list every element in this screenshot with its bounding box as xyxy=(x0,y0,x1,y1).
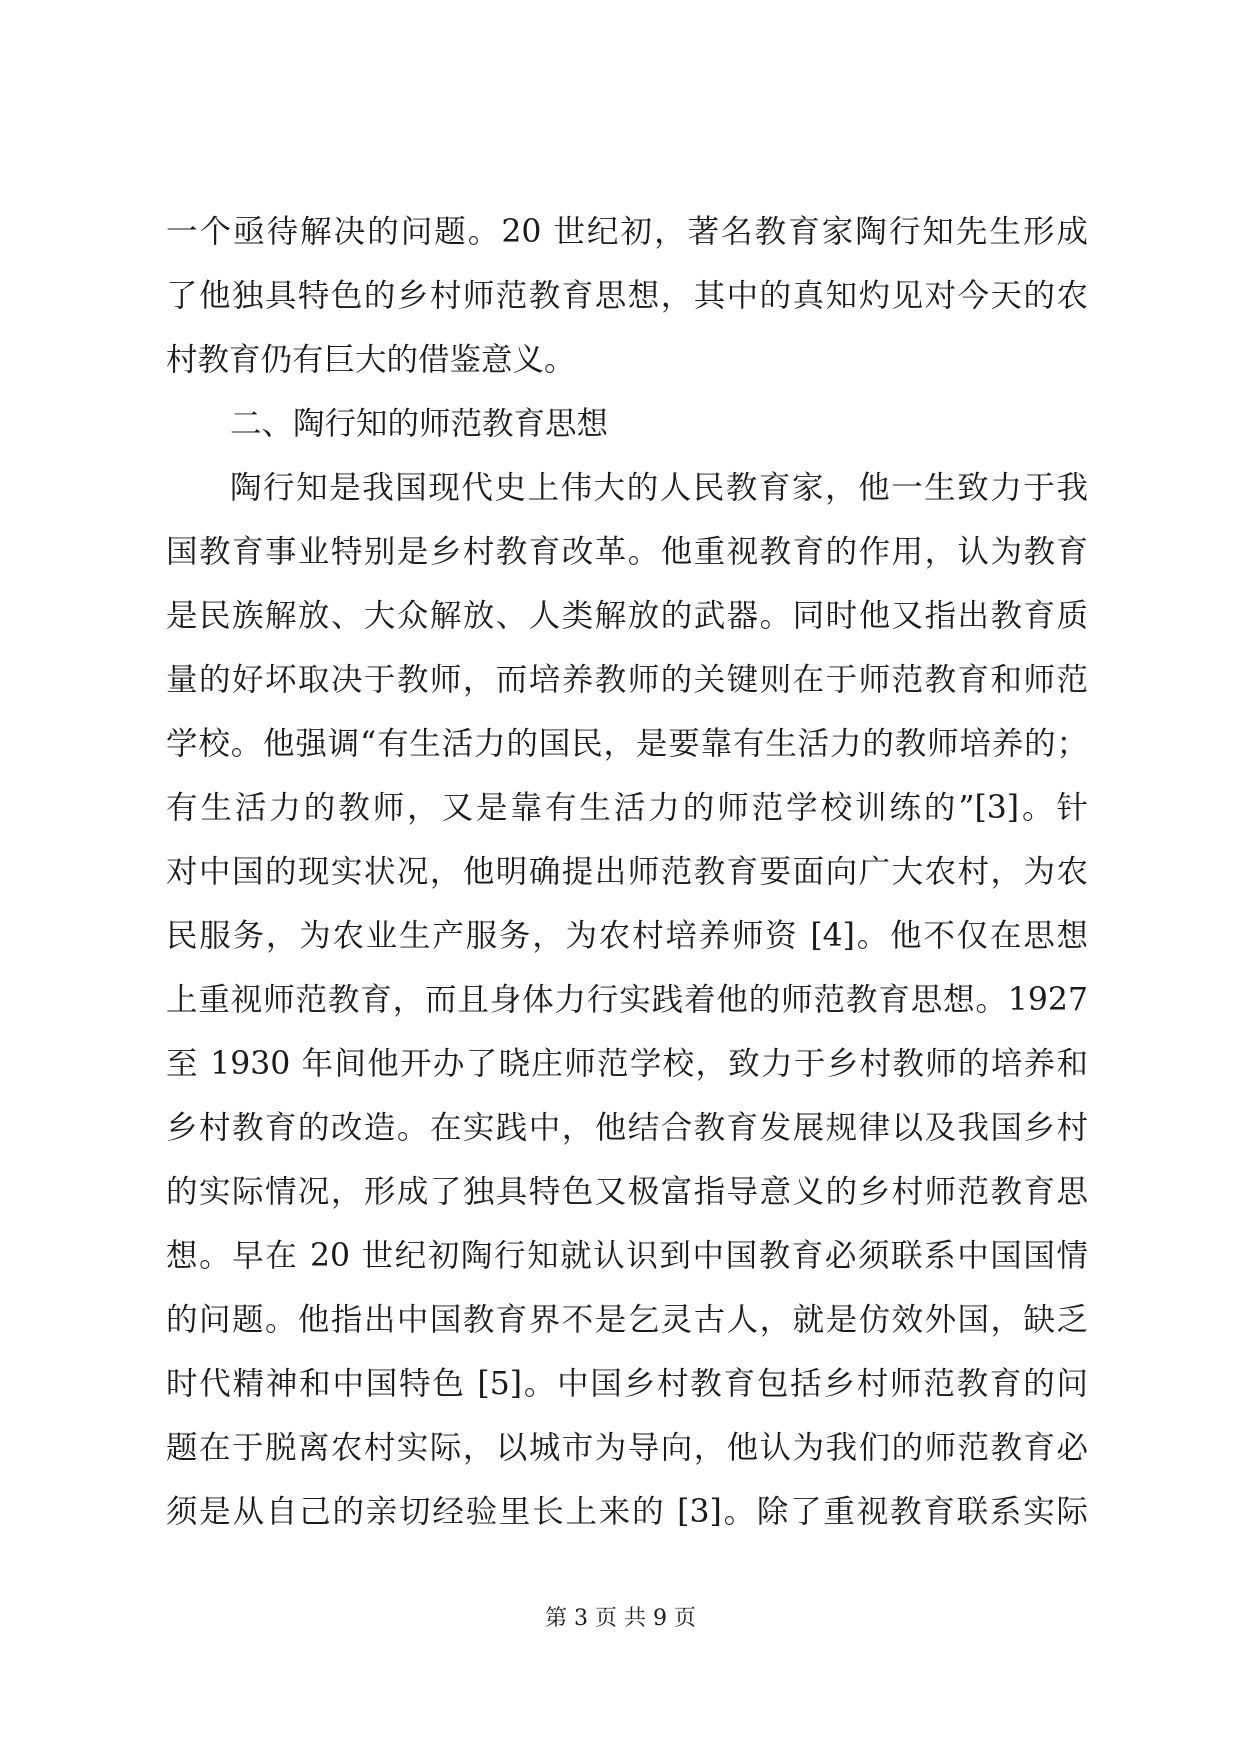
text-line: 了他独具特色的乡村师范教育思想，其中的真知灼见对今天的农 xyxy=(166,278,1088,314)
text-line: 村教育仍有巨大的借鉴意义。 xyxy=(166,342,576,378)
text-line: 上重视师范教育，而且身体力行实践着他的师范教育思想。1927 xyxy=(166,982,1088,1018)
text-line: 乡村教育的改造。在实践中，他结合教育发展规律以及我国乡村 xyxy=(166,1110,1088,1146)
text-line: 的实际情况，形成了独具特色又极富指导意义的乡村师范教育思 xyxy=(166,1174,1088,1210)
text-line: 国教育事业特别是乡村教育改革。他重视教育的作用，认为教育 xyxy=(166,534,1088,570)
text-line: 题在于脱离农村实际，以城市为导向，他认为我们的师范教育必 xyxy=(166,1430,1088,1466)
text-line: 的问题。他指出中国教育界不是乞灵古人，就是仿效外国，缺乏 xyxy=(166,1302,1088,1338)
text-line: 有生活力的教师，又是靠有生活力的师范学校训练的”[3]。针 xyxy=(166,790,1088,826)
document-body xyxy=(166,200,1088,1544)
text-line: 是民族解放、大众解放、人类解放的武器。同时他又指出教育质 xyxy=(166,598,1088,634)
text-line: 想。早在 20 世纪初陶行知就认识到中国教育必须联系中国国情 xyxy=(166,1238,1088,1274)
page-number-footer: 第 3 页 共 9 页 xyxy=(545,1606,696,1631)
text-line: 民服务，为农业生产服务，为农村培养师资 [4]。他不仅在思想 xyxy=(166,918,1088,954)
text-line: 一个亟待解决的问题。20 世纪初，著名教育家陶行知先生形成 xyxy=(166,214,1088,250)
text-line: 量的好坏取决于教师，而培养教师的关键则在于师范教育和师范 xyxy=(166,662,1088,698)
text-line: 陶行知是我国现代史上伟大的人民教育家，他一生致力于我 xyxy=(230,470,1088,506)
text-line: 时代精神和中国特色 [5]。中国乡村教育包括乡村师范教育的问 xyxy=(166,1366,1088,1402)
text-line: 对中国的现实状况，他明确提出师范教育要面向广大农村，为农 xyxy=(166,854,1088,890)
text-line: 至 1930 年间他开办了晓庄师范学校，致力于乡村教师的培养和 xyxy=(166,1046,1088,1082)
text-line: 须是从自己的亲切经验里长上来的 [3]。除了重视教育联系实际 xyxy=(166,1494,1088,1530)
section-heading: 二、陶行知的师范教育思想 xyxy=(230,406,609,442)
text-line: 学校。他强调“有生活力的国民，是要靠有生活力的教师培养的； xyxy=(166,726,1088,762)
